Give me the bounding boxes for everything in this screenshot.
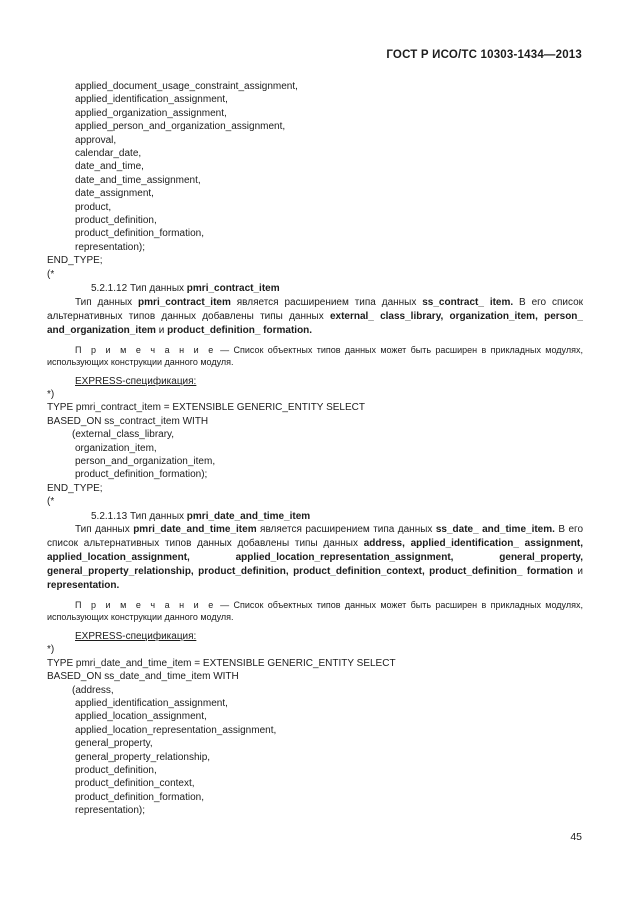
code-line: approval, xyxy=(75,134,117,146)
section-title-prefix: Тип данных xyxy=(129,283,185,295)
paragraph-last-type: representation. xyxy=(47,579,120,591)
code-line: (address, xyxy=(72,684,114,696)
based-on-line: BASED_ON ss_contract_item WITH xyxy=(47,415,209,427)
section-paragraph xyxy=(47,296,583,338)
comment-open-line: (* xyxy=(47,496,55,508)
paragraph-type-list: external_ class_library, organization_item, person_ and_organization_item xyxy=(47,310,583,336)
page-number: 45 xyxy=(570,831,582,843)
code-line: applied_document_usage_constraint_assignment, xyxy=(75,81,298,92)
code-line: calendar_date, xyxy=(75,148,142,160)
code-line: representation); xyxy=(75,805,146,817)
code-line: general_property_relationship, xyxy=(75,751,211,763)
code-line: (external_class_library, xyxy=(72,429,175,441)
note-text: — Список объектных типов данных может быть расширен в прикладных модулях, использующих конструкции данного модуля. xyxy=(47,344,583,367)
section-number: 5.2.1.13 xyxy=(91,510,128,522)
paragraph-text: и xyxy=(158,324,165,336)
note-text: — Список объектных типов данных может быть расширен в прикладных модулях, использующих конструкции данного модуля. xyxy=(47,599,583,623)
code-line: date_assignment, xyxy=(75,188,154,200)
note-label: П р и м е ч а н и е xyxy=(75,599,216,610)
code-line: product_definition, xyxy=(75,765,157,777)
code-line: applied_organization_assignment, xyxy=(75,107,227,119)
code-line: date_and_time, xyxy=(75,161,144,173)
based-on-line: BASED_ON ss_date_and_time_item WITH xyxy=(47,671,239,683)
paragraph-text: является расширением типа данных xyxy=(260,523,433,535)
code-line: applied_identification_assignment, xyxy=(75,698,228,709)
section-heading-5-2-1-13 xyxy=(47,510,583,523)
code-line: representation); xyxy=(75,241,146,253)
section-title-prefix: Тип данных xyxy=(129,510,185,522)
code-line: applied_identification_assignment, xyxy=(75,94,228,106)
code-line: organization_item, xyxy=(75,442,157,454)
section-title-name: pmri_contract_item xyxy=(186,283,280,295)
paragraph-text: В его список альтернативных типов данных добавлены типы данных xyxy=(47,296,584,322)
code-line: product_definition_context, xyxy=(75,778,195,790)
type-declaration: TYPE pmri_contract_item = EXTENSIBLE GENERIC_ENTITY SELECT xyxy=(47,402,365,414)
comment-close-line: *) xyxy=(47,644,55,656)
paragraph-text: и xyxy=(577,565,584,577)
comment-close-line: *) xyxy=(47,388,55,400)
paragraph-text: Тип данных xyxy=(75,296,133,308)
note xyxy=(47,599,583,624)
code-line: product_definition_formation); xyxy=(75,469,208,481)
code-line: person_and_organization_item, xyxy=(75,455,216,467)
paragraph-type-name: pmri_date_and_time_item xyxy=(133,523,257,535)
express-spec-label: EXPRESS-спецификация: xyxy=(75,630,197,642)
note-label: П р и м е ч а н и е xyxy=(75,344,216,355)
paragraph-base-type: ss_contract_ item. xyxy=(422,296,514,308)
section-title-name: pmri_date_and_time_item xyxy=(186,510,311,522)
note xyxy=(47,344,583,369)
comment-open-line: (* xyxy=(47,268,55,280)
paragraph-text: Тип данных xyxy=(75,523,130,535)
paragraph-base-type: ss_date_ and_time_item. xyxy=(435,523,555,535)
end-type-line: END_TYPE; xyxy=(47,482,103,494)
code-line: general_property, xyxy=(75,738,153,750)
paragraph-type-list: address, applied_identification_ assignment, applied_location_assignment, applied_location_representation_assignment, general_property, general_property_relationship, product_definition, product_definition_context, product_definition_ formation xyxy=(47,537,583,577)
document-body xyxy=(47,80,583,818)
code-line: product_definition, xyxy=(75,215,157,227)
paragraph-type-name: pmri_contract_item xyxy=(138,296,231,308)
code-line: date_and_time_assignment, xyxy=(75,174,201,186)
code-line: applied_location_representation_assignment, xyxy=(75,724,277,736)
section-number: 5.2.1.12 xyxy=(91,283,128,295)
end-type-line: END_TYPE; xyxy=(47,255,103,267)
page-header: ГОСТ Р ИСО/ТС 10303-1434—2013 xyxy=(386,49,582,61)
section-heading-5-2-1-12 xyxy=(47,282,583,295)
code-line: applied_location_assignment, xyxy=(75,711,207,723)
paragraph-text: является расширением типа данных xyxy=(236,296,417,308)
express-spec-label: EXPRESS-спецификация: xyxy=(75,375,197,387)
section-paragraph xyxy=(47,523,583,593)
paragraph-text: В его список альтернативных типов данных добавлены типы данных xyxy=(47,523,584,549)
code-line: product_definition_formation, xyxy=(75,228,204,240)
code-line: product, xyxy=(75,201,112,213)
paragraph-last-type: product_definition_ formation. xyxy=(167,324,313,336)
code-line: product_definition_formation, xyxy=(75,791,204,803)
type-declaration: TYPE pmri_date_and_time_item = EXTENSIBLE GENERIC_ENTITY SELECT xyxy=(47,657,396,669)
code-line: applied_person_and_organization_assignment, xyxy=(75,121,286,133)
